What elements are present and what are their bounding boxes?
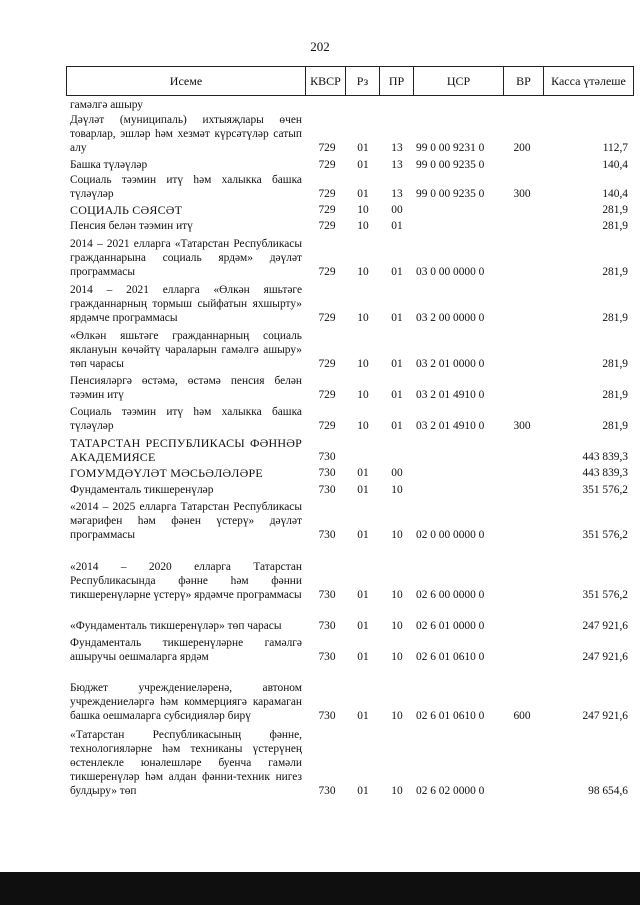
cell-pr: 10 (391, 529, 403, 541)
cell-csr: 99 0 00 9235 0 (416, 159, 485, 171)
row-name: Фундаменталь тикшеренүләрне гамәлгә ашыручы оешмаларга ярдәм (70, 637, 302, 663)
cell-kvsr: 730 (318, 467, 336, 479)
table-row (66, 233, 634, 279)
cell-rz: 01 (357, 142, 369, 154)
cell-vr: 300 (513, 188, 531, 200)
row-name: СОЦИАЛЬ СӘЯСӘТ (70, 203, 183, 217)
header-kvsr: КВСР (305, 67, 345, 95)
cell-pr: 00 (391, 467, 403, 479)
cell-kassa: 443 839,3 (582, 467, 628, 479)
cell-rz: 10 (357, 266, 369, 278)
row-name: Пенсия белән тәэмин итү (70, 220, 193, 232)
cell-kvsr: 729 (318, 204, 336, 216)
row-name: Пенсияләргә өстәмә, өстәмә пенсия белән тәэмин итү (70, 375, 302, 401)
cell-kvsr: 729 (318, 220, 336, 232)
cell-csr: 03 2 01 4910 0 (416, 420, 485, 432)
cell-rz: 10 (357, 358, 369, 370)
cell-kassa: 351 576,2 (582, 484, 628, 496)
cell-rz: 01 (357, 529, 369, 541)
header-pr: ПР (379, 67, 413, 95)
cell-rz: 01 (357, 188, 369, 200)
table-row (66, 433, 634, 464)
cell-kvsr: 729 (318, 266, 336, 278)
table-row (66, 112, 634, 155)
cell-kassa: 281,9 (602, 220, 628, 232)
row-name: «2014 – 2025 елларга Татарстан Республикасы мәгарифен һәм фәнен үстерү» дәүләт программасы (70, 501, 302, 541)
cell-rz: 10 (357, 220, 369, 232)
table-row (66, 633, 634, 664)
row-name: Фундаменталь тикшеренүләр (70, 484, 214, 496)
row-name: «Татарстан Республикасының фәнне, технологияләрне һәм техниканы үстерүнең өстенлекле юнәлешләре буенча гамәли тикшеренүләр һәм алдан фәнни-техник нигез булдыру» төп (70, 729, 302, 797)
page-number: 202 (310, 39, 330, 54)
cell-kassa: 281,9 (602, 420, 628, 432)
table-row (66, 217, 634, 233)
table-row (66, 664, 634, 723)
cell-kvsr: 729 (318, 159, 336, 171)
cell-kassa: 140,4 (602, 188, 628, 200)
row-name: «Өлкән яшьтәге гражданнарның социаль яклануын көчәйтү чараларын гамәлгә ашыру» төп чарасы (70, 330, 302, 370)
row-name: «2014 – 2020 елларга Татарстан Республикасында фәнне һәм фәнни тикшеренүләрне үстерү» ярдәмче программасы (70, 561, 302, 601)
row-name: «Фундаменталь тикшеренүләр» төп чарасы (70, 620, 282, 632)
table-row (66, 723, 634, 798)
cell-csr: 03 2 01 4910 0 (416, 389, 485, 401)
cell-kvsr: 729 (318, 142, 336, 154)
cell-rz: 01 (357, 159, 369, 171)
row-name: Социаль тәэмин итү һәм халыкка башка түләүләр (70, 406, 302, 432)
cell-kvsr: 729 (318, 389, 336, 401)
cell-pr: 13 (391, 159, 403, 171)
cell-pr: 13 (391, 188, 403, 200)
cell-pr: 10 (391, 620, 403, 632)
table-row (66, 464, 634, 480)
cell-kassa: 281,9 (602, 312, 628, 324)
table-row (66, 172, 634, 201)
cell-csr: 02 6 01 0610 0 (416, 651, 485, 663)
cell-rz: 10 (357, 204, 369, 216)
cell-kassa: 247 921,6 (582, 710, 628, 722)
cell-pr: 01 (391, 389, 403, 401)
cell-pr: 13 (391, 142, 403, 154)
table-row (66, 201, 634, 217)
cell-kassa: 98 654,6 (588, 785, 628, 797)
cell-kvsr: 730 (318, 451, 336, 463)
cell-csr: 02 6 00 0000 0 (416, 589, 485, 601)
header-name: Исеме (169, 74, 203, 88)
cell-vr: 200 (513, 142, 531, 154)
cell-rz: 01 (357, 710, 369, 722)
row-name: Башка түләүләр (70, 159, 148, 171)
row-name: ГОМУМДӘҮЛӘТ МӘСЬӘЛӘЛӘРЕ (70, 466, 263, 480)
cell-kvsr: 730 (318, 620, 336, 632)
cell-rz: 01 (357, 785, 369, 797)
table-row (66, 371, 634, 402)
row-name: Социаль тәэмин итү һәм халыкка башка түләүләр (70, 174, 302, 200)
table-row (66, 155, 634, 172)
row-name: ТАТАРСТАН РЕСПУБЛИКАСЫ ФӘННӘР АКАДЕМИЯСЕ (70, 436, 302, 464)
cell-kvsr: 729 (318, 358, 336, 370)
cell-kassa: 281,9 (602, 389, 628, 401)
header-kassa: Касса үтәлеше (543, 67, 633, 95)
cell-pr: 01 (391, 358, 403, 370)
cell-kassa: 351 576,2 (582, 589, 628, 601)
scan-border (0, 872, 640, 905)
cell-pr: 10 (391, 710, 403, 722)
cell-vr: 300 (513, 420, 531, 432)
cell-rz: 10 (357, 312, 369, 324)
row-name: Бюджет учреждениеләренә, автоном учреждениеләргә һәм коммерциягә карамаган башка оешмаларга субсидияләр бирү (70, 682, 302, 722)
cell-rz: 01 (357, 620, 369, 632)
cell-csr: 99 0 00 9235 0 (416, 188, 485, 200)
cell-pr: 00 (391, 204, 403, 216)
cell-csr: 03 2 01 0000 0 (416, 358, 485, 370)
cell-kvsr: 730 (318, 651, 336, 663)
table-header (66, 66, 634, 96)
row-name: Дәүләт (муниципаль) ихтыяҗлары өчен товарлар, эшләр һәм хезмәт күрсәтүләр сатып алу (70, 114, 302, 154)
header-rz: Рз (345, 67, 379, 95)
cell-kvsr: 730 (318, 484, 336, 496)
table-row (66, 402, 634, 433)
cell-kvsr: 730 (318, 785, 336, 797)
row-name: гамәлгә ашыру (70, 99, 143, 111)
cell-vr: 600 (513, 710, 531, 722)
cell-kvsr: 730 (318, 529, 336, 541)
cell-rz: 01 (357, 484, 369, 496)
cell-pr: 10 (391, 589, 403, 601)
cell-kassa: 247 921,6 (582, 651, 628, 663)
cell-kassa: 281,9 (602, 266, 628, 278)
cell-csr: 99 0 00 9231 0 (416, 142, 485, 154)
cell-pr: 01 (391, 266, 403, 278)
cell-csr: 03 0 00 0000 0 (416, 266, 485, 278)
header-csr: ЦСР (413, 67, 503, 95)
table-row (66, 497, 634, 542)
cell-kassa: 351 576,2 (582, 529, 628, 541)
row-name: 2014 – 2021 елларга «Татарстан Республикасы гражданнарына социаль ярдәм» дәүләт программасы (70, 238, 302, 278)
cell-kvsr: 729 (318, 420, 336, 432)
cell-pr: 01 (391, 220, 403, 232)
row-name: 2014 – 2021 елларга «Өлкән яшьтәге гражданнарның тормыш сыйфатын яхшырту» ярдәмче программасы (70, 284, 302, 324)
budget-table (66, 66, 634, 798)
cell-kvsr: 730 (318, 589, 336, 601)
table-row (66, 279, 634, 325)
cell-pr: 10 (391, 785, 403, 797)
cell-pr: 10 (391, 484, 403, 496)
cell-kassa: 281,9 (602, 204, 628, 216)
cell-rz: 10 (357, 389, 369, 401)
cell-csr: 02 6 01 0610 0 (416, 710, 485, 722)
header-vr: ВР (503, 67, 543, 95)
cell-csr: 02 6 01 0000 0 (416, 620, 485, 632)
cell-rz: 10 (357, 420, 369, 432)
table-row (66, 602, 634, 633)
cell-rz: 01 (357, 651, 369, 663)
cell-kvsr: 730 (318, 710, 336, 722)
cell-csr: 02 6 02 0000 0 (416, 785, 485, 797)
table-row (66, 96, 634, 112)
table-row (66, 480, 634, 497)
cell-kvsr: 729 (318, 312, 336, 324)
cell-pr: 01 (391, 312, 403, 324)
cell-kassa: 247 921,6 (582, 620, 628, 632)
cell-csr: 02 0 00 0000 0 (416, 529, 485, 541)
cell-kassa: 443 839,3 (582, 451, 628, 463)
cell-kassa: 281,9 (602, 358, 628, 370)
cell-pr: 01 (391, 420, 403, 432)
cell-rz: 01 (357, 589, 369, 601)
cell-csr: 03 2 00 0000 0 (416, 312, 485, 324)
table-row (66, 325, 634, 371)
table-body (66, 96, 634, 798)
cell-kassa: 112,7 (602, 142, 628, 154)
cell-pr: 10 (391, 651, 403, 663)
cell-rz: 01 (357, 467, 369, 479)
table-row (66, 542, 634, 602)
cell-kvsr: 729 (318, 188, 336, 200)
cell-kassa: 140,4 (602, 159, 628, 171)
